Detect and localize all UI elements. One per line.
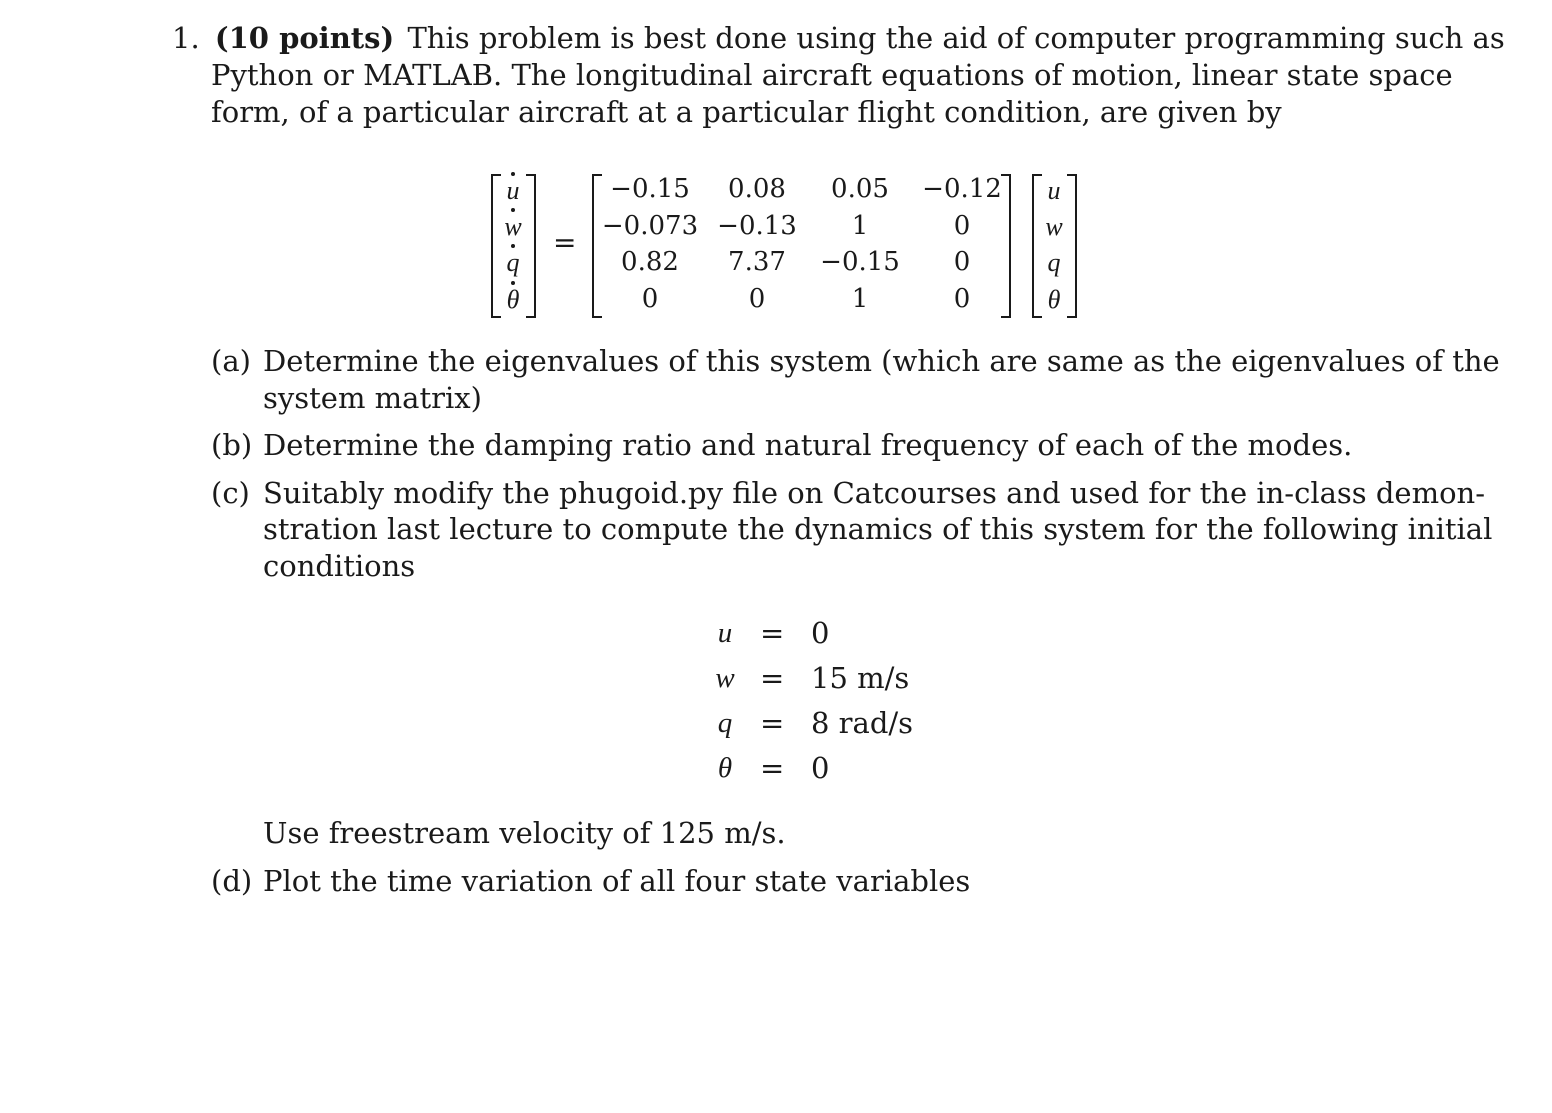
ic-var-u: u [717, 617, 733, 649]
lhs-u-dot: u [506, 176, 520, 205]
matrix-cell-r2c3: 1 [851, 211, 869, 241]
ic-val-u: 0 [811, 616, 830, 650]
matrix-cell-r1c1: −0.15 [610, 174, 690, 204]
ic-eq-q: = [760, 706, 785, 740]
ic-eq-u: = [760, 616, 785, 650]
matrix-cell-r3c2: 7.37 [728, 247, 786, 277]
problem-intro-1: This problem is best done using the aid of computer programming such as [407, 21, 1505, 55]
matrix-cell-r2c2: −0.13 [717, 211, 797, 241]
part-d-line-1: Plot the time variation of all four state variables [263, 864, 971, 898]
matrix-cell-r1c4: −0.12 [922, 174, 1002, 204]
lhs-q-dot: q [506, 248, 520, 277]
part-b-line-1: Determine the damping ratio and natural frequency of each of the modes. [263, 428, 1353, 462]
matrix-cell-r3c1: 0.82 [621, 247, 679, 277]
rhs-q: q [1047, 248, 1061, 277]
problem-line-1 [172, 20, 1505, 57]
part-d-label: (d) [211, 864, 253, 898]
lhs-w-dot: w [504, 212, 522, 241]
matrix-cell-r3c3: −0.15 [820, 247, 900, 277]
matrix-cell-r1c2: 0.08 [728, 174, 786, 204]
problem-number: 1. [172, 21, 200, 55]
ic-val-w: 15 m/s [811, 661, 910, 695]
part-c-line-1: Suitably modify the phugoid.py file on Catcourses and used for the in-class demon- [263, 476, 1486, 510]
part-c-label: (c) [211, 476, 250, 510]
ic-eq-w: = [760, 661, 785, 695]
freestream-note: Use freestream velocity of 125 m/s. [263, 816, 786, 850]
part-b-label: (b) [211, 428, 253, 462]
problem-intro-2: Python or MATLAB. The longitudinal aircraft equations of motion, linear state space [211, 58, 1453, 92]
problem-points: (10 points) [214, 21, 395, 55]
ic-var-w: w [715, 662, 735, 694]
part-a-line-2: system matrix) [263, 381, 482, 415]
rhs-w: w [1045, 212, 1063, 241]
matrix-cell-r4c2: 0 [748, 284, 766, 314]
ic-var-theta: θ [717, 752, 733, 784]
part-c-line-3: conditions [263, 549, 416, 583]
matrix-cell-r4c1: 0 [641, 284, 659, 314]
problem-intro-3: form, of a particular aircraft at a particular flight condition, are given by [211, 95, 1282, 129]
matrix-cell-r2c4: 0 [953, 211, 971, 241]
matrix-cell-r1c3: 0.05 [831, 174, 889, 204]
part-a-label: (a) [211, 344, 251, 378]
ic-val-theta: 0 [811, 751, 830, 785]
lhs-theta-dot: θ [506, 285, 520, 314]
matrix-cell-r4c3: 1 [851, 284, 869, 314]
ic-var-q: q [717, 707, 733, 739]
equation-equals: = [553, 226, 577, 259]
part-a-line-1: Determine the eigenvalues of this system (which are same as the eigenvalues of the [263, 344, 1500, 378]
matrix-cell-r3c4: 0 [953, 247, 971, 277]
ic-val-q: 8 rad/s [811, 706, 914, 740]
part-c-line-2: stration last lecture to compute the dynamics of this system for the following initial [263, 512, 1493, 546]
ic-eq-theta: = [760, 751, 785, 785]
rhs-theta: θ [1047, 285, 1061, 314]
matrix-cell-r2c1: −0.073 [601, 211, 699, 241]
rhs-u: u [1047, 176, 1061, 205]
matrix-cell-r4c4: 0 [953, 284, 971, 314]
